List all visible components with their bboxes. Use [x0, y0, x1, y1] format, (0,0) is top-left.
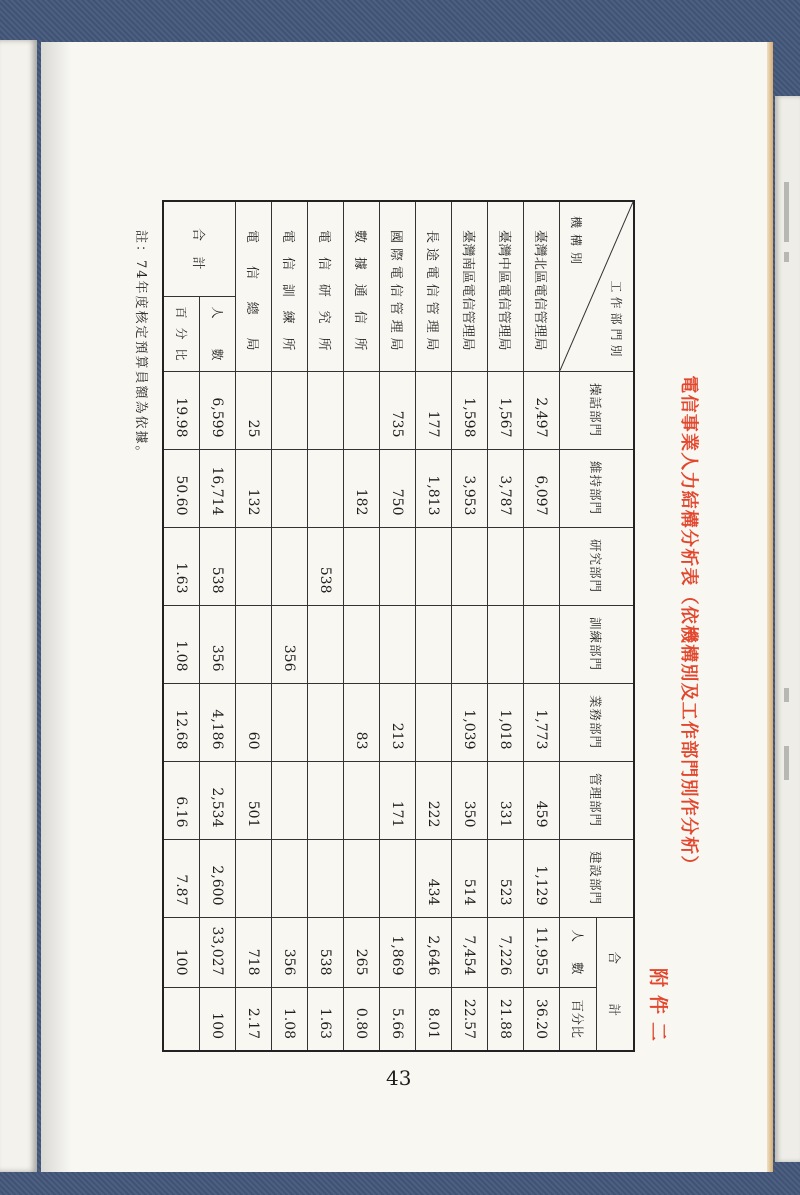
data-cell: 25: [236, 371, 272, 449]
table-row: [236, 201, 272, 1051]
organization-label: 臺灣中區電信管理局: [488, 201, 524, 371]
data-cell: 3,787: [488, 449, 524, 527]
organization-label: 臺灣北區電信管理局: [524, 201, 560, 371]
department-header: 建設部門: [560, 839, 635, 917]
page-gilt-edge: [767, 42, 773, 1172]
data-cell: [308, 371, 344, 449]
next-page-edge: [775, 96, 800, 1162]
data-cell: [416, 605, 452, 683]
data-cell: [344, 761, 380, 839]
next-page-print-mark: [784, 252, 789, 262]
data-cell: [380, 605, 416, 683]
manpower-structure-table: [162, 200, 635, 1052]
row-total-percent: 36.20: [524, 987, 560, 1051]
data-cell: [236, 605, 272, 683]
data-cell: 132: [236, 449, 272, 527]
data-cell: [524, 605, 560, 683]
data-cell: [344, 527, 380, 605]
organization-label: 臺灣南區電信管理局: [452, 201, 488, 371]
data-cell: [416, 527, 452, 605]
total-data-cell: 50.60: [163, 449, 200, 527]
data-cell: 6,097: [524, 449, 560, 527]
data-cell: 1,773: [524, 683, 560, 761]
department-header: 訓練部門: [560, 605, 635, 683]
row-total-count: 1,869: [380, 917, 416, 987]
row-total-count: 2,646: [416, 917, 452, 987]
data-cell: [452, 605, 488, 683]
data-cell: 1,567: [488, 371, 524, 449]
table-row: [272, 201, 308, 1051]
organization-label: 數據通信所: [344, 201, 380, 371]
department-header: 業務部門: [560, 683, 635, 761]
grand-total-percent: [163, 987, 200, 1051]
data-cell: [236, 839, 272, 917]
data-cell: 750: [380, 449, 416, 527]
data-cell: [272, 683, 308, 761]
total-row-sublabel: 百分比: [163, 296, 200, 371]
data-cell: 2,497: [524, 371, 560, 449]
table-row: [344, 201, 380, 1051]
row-total-count: 356: [272, 917, 308, 987]
organization-label: 電信訓練所: [272, 201, 308, 371]
data-cell: 60: [236, 683, 272, 761]
total-data-cell: 12.68: [163, 683, 200, 761]
corner-row-label: 機構別: [569, 216, 583, 271]
total-data-cell: 7.87: [163, 839, 200, 917]
row-total-percent: 21.88: [488, 987, 524, 1051]
organization-label: 長途電信管理局: [416, 201, 452, 371]
data-cell: [236, 527, 272, 605]
department-header: 操話部門: [560, 371, 635, 449]
department-header: 維持部門: [560, 449, 635, 527]
total-data-cell: 538: [200, 527, 236, 605]
table-row: [524, 201, 560, 1051]
row-total-percent: 22.57: [452, 987, 488, 1051]
total-data-cell: 1.63: [163, 527, 200, 605]
data-cell: [308, 839, 344, 917]
total-count-subheader: 人數: [560, 917, 597, 987]
total-data-cell: 6,599: [200, 371, 236, 449]
data-cell: 459: [524, 761, 560, 839]
table-row: [380, 201, 416, 1051]
row-total-percent: 1.63: [308, 987, 344, 1051]
row-total-percent: 1.08: [272, 987, 308, 1051]
row-total-count: 718: [236, 917, 272, 987]
data-cell: 1,129: [524, 839, 560, 917]
data-cell: [488, 605, 524, 683]
grand-total-count: 100: [163, 917, 200, 987]
organization-label: 國際電信管理局: [380, 201, 416, 371]
corner-column-label: 工作部門別: [609, 280, 623, 361]
data-cell: [416, 683, 452, 761]
rotated-table-sheet: [127, 195, 707, 1055]
total-data-cell: 1.08: [163, 605, 200, 683]
total-data-cell: 4,186: [200, 683, 236, 761]
total-data-cell: 16,714: [200, 449, 236, 527]
next-page-print-mark: [784, 746, 789, 780]
next-page-print-mark: [784, 688, 789, 702]
total-percent-subheader: 百分比: [560, 987, 597, 1051]
data-cell: 171: [380, 761, 416, 839]
data-cell: 1,813: [416, 449, 452, 527]
department-header: 管理部門: [560, 761, 635, 839]
total-data-cell: 6.16: [163, 761, 200, 839]
total-data-cell: 19.98: [163, 371, 200, 449]
data-cell: 1,039: [452, 683, 488, 761]
page-number: 43: [386, 1066, 412, 1090]
data-cell: 1,018: [488, 683, 524, 761]
data-cell: 350: [452, 761, 488, 839]
data-cell: [524, 527, 560, 605]
total-data-cell: 356: [200, 605, 236, 683]
row-total-percent: 8.01: [416, 987, 452, 1051]
header-row: [597, 201, 635, 1051]
data-cell: [344, 839, 380, 917]
next-page-print-mark: [784, 182, 789, 242]
data-cell: [488, 527, 524, 605]
total-row-label: 合計: [163, 201, 236, 296]
organization-label: 電信總局: [236, 201, 272, 371]
data-cell: [272, 449, 308, 527]
data-cell: 735: [380, 371, 416, 449]
data-cell: [308, 683, 344, 761]
table-row: [416, 201, 452, 1051]
previous-page-edge: [0, 40, 37, 1172]
total-count-row: [200, 201, 236, 1051]
data-cell: [308, 605, 344, 683]
data-cell: 3,953: [452, 449, 488, 527]
data-cell: [380, 839, 416, 917]
data-cell: [272, 761, 308, 839]
data-cell: [272, 839, 308, 917]
table-row: [308, 201, 344, 1051]
data-cell: [272, 371, 308, 449]
data-cell: 222: [416, 761, 452, 839]
organization-label: 電信研究所: [308, 201, 344, 371]
department-header: 研究部門: [560, 527, 635, 605]
row-total-percent: 5.66: [380, 987, 416, 1051]
footnote: 註：74年度核定預算員額為依據。: [133, 230, 148, 461]
data-cell: 501: [236, 761, 272, 839]
row-total-percent: 2.17: [236, 987, 272, 1051]
data-cell: [344, 605, 380, 683]
row-total-count: 538: [308, 917, 344, 987]
row-total-count: 265: [344, 917, 380, 987]
data-cell: [380, 527, 416, 605]
data-cell: 331: [488, 761, 524, 839]
data-cell: [308, 761, 344, 839]
data-cell: 83: [344, 683, 380, 761]
data-cell: 514: [452, 839, 488, 917]
grand-total-count: 33,027: [200, 917, 236, 987]
total-percent-row: [163, 201, 200, 1051]
total-data-cell: 2,534: [200, 761, 236, 839]
row-total-count: 11,955: [524, 917, 560, 987]
table-title: 電信事業人力結構分析表（依機構別及工作部門別作分析）: [678, 375, 699, 875]
data-cell: 523: [488, 839, 524, 917]
data-cell: 182: [344, 449, 380, 527]
table-row: [452, 201, 488, 1051]
grand-total-percent: 100: [200, 987, 236, 1051]
attachment-label: 附件二: [647, 967, 669, 1049]
data-cell: 434: [416, 839, 452, 917]
row-total-percent: 0.80: [344, 987, 380, 1051]
total-data-cell: 2,600: [200, 839, 236, 917]
row-total-count: 7,226: [488, 917, 524, 987]
data-cell: 1,598: [452, 371, 488, 449]
data-cell: 177: [416, 371, 452, 449]
data-cell: [452, 527, 488, 605]
data-cell: [272, 527, 308, 605]
data-cell: 538: [308, 527, 344, 605]
total-header: 合計: [597, 917, 635, 1051]
data-cell: [308, 449, 344, 527]
data-cell: 356: [272, 605, 308, 683]
corner-header-cell: [560, 201, 635, 371]
row-total-count: 7,454: [452, 917, 488, 987]
data-cell: 213: [380, 683, 416, 761]
table-row: [488, 201, 524, 1051]
data-cell: [344, 371, 380, 449]
total-row-sublabel: 人數: [200, 296, 236, 371]
table-body: [163, 201, 560, 1051]
